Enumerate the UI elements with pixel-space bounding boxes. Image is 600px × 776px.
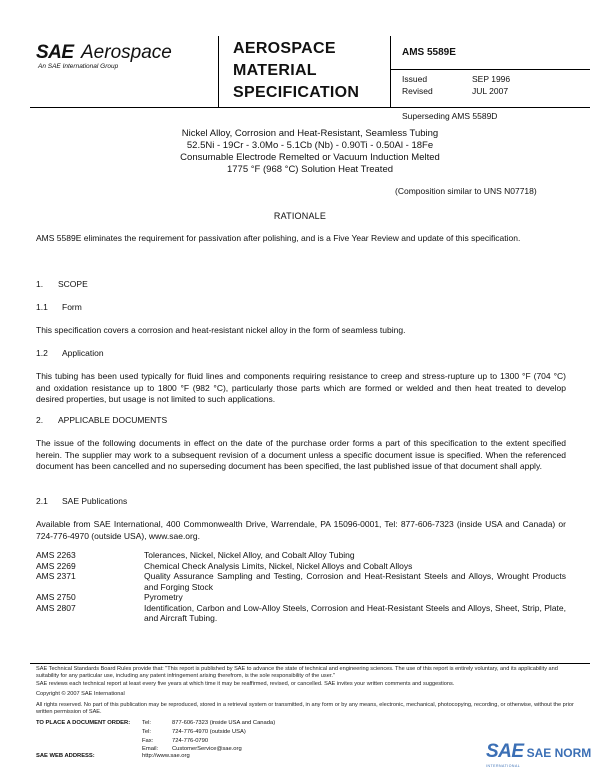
reference-title: Chemical Check Analysis Limits, Nickel, Nickel Alloys and Cobalt Alloys — [144, 560, 413, 571]
order-label: TO PLACE A DOCUMENT ORDER: — [36, 720, 131, 726]
web-address-link[interactable]: http://www.sae.org — [142, 753, 190, 759]
reference-title: Quality Assurance Sampling and Testing, Corrosion and Heat-Resistant Steels and Alloys, Wrought Products and Forging Stock — [144, 571, 566, 592]
header-divider-horizontal — [390, 69, 590, 70]
header-bottom-rule — [30, 107, 590, 108]
header-divider-left — [218, 36, 219, 107]
reference-item — [36, 571, 566, 592]
footer-rights-text: All rights reserved. No part of this publication may be reproduced, stored in a retrieval system or transmitted, in any form or by any means, electronic, mechanical, photocopying, recording, or otherwise, without the prior written permission of SAE. — [36, 702, 574, 715]
email-value[interactable]: CustomerService@sae.org — [172, 746, 242, 753]
section-1-number: 1. — [36, 279, 44, 289]
section-1-2-title: Application — [62, 348, 104, 358]
reference-code: AMS 2269 — [36, 560, 76, 571]
reference-item — [36, 550, 566, 561]
title-line-2: MATERIAL — [233, 62, 317, 79]
rationale-heading: RATIONALE — [273, 211, 327, 221]
footer-rules-text: SAE Technical Standards Board Rules provide that: "This report is published by SAE to advance the state of technical and engineering sciences. The use of this report is entirely voluntary, and its applicability and suitability for any particular use, including any patent infringement arising therefrom, is the sole responsibility of the user." — [36, 666, 558, 679]
tel2-value: 724-776-4970 (outside USA) — [172, 728, 246, 735]
logo-subtitle: An SAE International Group — [38, 63, 119, 70]
email-label: Email: — [142, 746, 159, 753]
sae-norm-badge — [486, 741, 591, 763]
section-1-1-number: 1.1 — [36, 302, 48, 312]
badge-subtext: INTERNATIONAL — [486, 764, 521, 768]
reference-code: AMS 2371 — [36, 571, 76, 581]
section-1-heading — [36, 279, 88, 289]
document-number: AMS 5589E — [402, 47, 456, 58]
section-1-1-heading — [36, 302, 82, 312]
section-2-number: 2. — [36, 415, 44, 425]
aerospace-logo-text: Aerospace — [81, 42, 172, 63]
reference-item — [36, 561, 566, 572]
section-1-2-number: 1.2 — [36, 348, 48, 358]
rationale-text: AMS 5589E eliminates the requirement for passivation after polishing, and is a Five Year Review and update of this specification. — [36, 233, 521, 243]
title-line-1: AEROSPACE — [233, 40, 336, 57]
sae-logo: SAE — [36, 42, 74, 63]
reference-title: Pyrometry — [144, 592, 183, 602]
section-1-2-heading — [36, 348, 104, 358]
reference-code: AMS 2263 — [36, 550, 76, 560]
applicable-text: The issue of the following documents in effect on the date of the purchase order forms a part of this specification to the extent specified herein. The supplier may work to a subsequent revision of a document unless a specific document issue is specified. When the referenced document has been cancelled and no superseding document has been specified, the last published issue of that document shall apply. — [36, 438, 566, 471]
section-2-heading — [36, 415, 167, 425]
reference-item — [36, 603, 566, 624]
revised-label: Revised — [402, 86, 433, 96]
header-divider-right — [390, 36, 391, 107]
badge-norm-text: SAE NORM — [526, 746, 592, 760]
spec-title-line-4: 1775 °F (968 °C) Solution Heat Treated — [226, 164, 394, 175]
reference-code: AMS 2750 — [36, 592, 76, 602]
section-2-1-number: 2.1 — [36, 496, 48, 506]
title-line-3: SPECIFICATION — [233, 84, 360, 101]
spec-title-line-1: Nickel Alloy, Corrosion and Heat-Resistant, Seamless Tubing — [181, 128, 439, 139]
superseding-note: Superseding AMS 5589D — [402, 111, 498, 121]
footer-review-text: SAE reviews each technical report at least every five years at which time it may be reaffirmed, revised, or cancelled. SAE invites your written comments and suggestions. — [36, 681, 455, 687]
revised-date: JUL 2007 — [472, 86, 509, 96]
badge-sae-logo: SAE — [486, 741, 524, 762]
form-text: This specification covers a corrosion and heat-resistant nickel alloy in the form of seamless tubing. — [36, 325, 406, 335]
order-contact-block — [36, 719, 275, 754]
spec-title-line-3: Consumable Electrode Remelted or Vacuum Induction Melted — [180, 152, 440, 163]
publications-text: Available from SAE International, 400 Commonwealth Drive, Warrendale, PA 15096-0001, Tel: 877-606-7323 (inside USA and Canada) or 724-776-4970 (outside USA), www.sae.org. — [36, 519, 566, 541]
reference-list — [36, 550, 566, 624]
footer-copyright: Copyright © 2007 SAE International — [36, 691, 125, 697]
section-2-1-heading — [36, 496, 127, 506]
issued-date: SEP 1996 — [472, 74, 511, 84]
reference-item — [36, 592, 566, 603]
tel-value: 877-606-7323 (inside USA and Canada) — [172, 720, 276, 726]
issued-label: Issued — [402, 74, 428, 84]
section-1-title: SCOPE — [58, 279, 88, 289]
application-text: This tubing has been used typically for fluid lines and components requiring resistance to creep and stress-rupture up to 1300 °F (704 °C) and oxidation resistance up to 1800 °F (982 °C), particularly those parts which are formed or welded and then heat treated to develop desired properties, but usage is not limited to such applications. — [36, 371, 566, 404]
section-2-1-title: SAE Publications — [62, 496, 128, 506]
document-type-title — [233, 38, 359, 104]
fax-value: 724-776-0790 — [172, 737, 209, 744]
tel-label: Tel: — [142, 720, 152, 726]
reference-code: AMS 2807 — [36, 602, 76, 613]
spec-title-line-2: 52.5Ni - 19Cr - 3.0Mo - 5.1Cb (Nb) - 0.90Ti - 0.50Al - 18Fe — [186, 140, 434, 151]
footer-rule — [30, 663, 590, 664]
section-2-title: APPLICABLE DOCUMENTS — [58, 415, 168, 425]
reference-title: Identification, Carbon and Low-Alloy Steels, Corrosion and Heat-Resistant Steels and Alloys, Sheet, Strip, Plate, and Aircraft Tubing. — [144, 602, 566, 623]
composition-note: (Composition similar to UNS N07718) — [395, 186, 537, 196]
tel2-label: Tel: — [142, 728, 152, 735]
fax-label: Fax: — [142, 737, 154, 744]
web-address-label: SAE WEB ADDRESS: — [36, 753, 95, 759]
section-1-1-title: Form — [62, 302, 82, 312]
reference-title: Tolerances, Nickel, Nickel Alloy, and Cobalt Alloy Tubing — [144, 550, 355, 560]
